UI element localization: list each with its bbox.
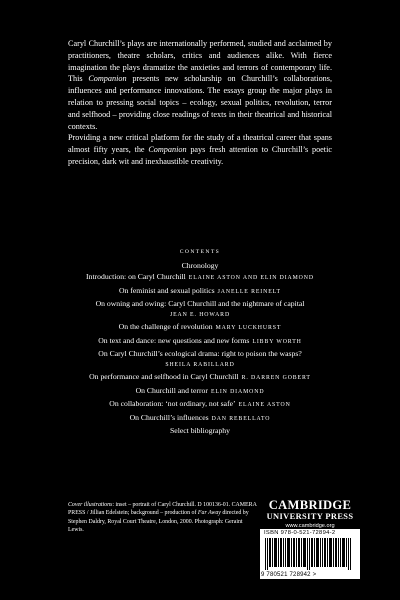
credits-play-title: Far Away (197, 510, 221, 517)
entry-author: MARY LUCKHURST (215, 325, 282, 331)
entry-title: On collaboration: ‘not ordinary, not safe’ (109, 399, 236, 408)
contents-entry (40, 335, 360, 349)
entry-author: JEAN E. HOWARD (169, 311, 231, 318)
blurb-paragraph-2: Providing a new critical platform for the study of a theatrical career that spans almost fifty years, the Companion pays fresh attention to Churchill’s poetic precision, dark wit and inexhaustible creativity. (68, 133, 332, 166)
entry-author: R. DARREN GOBERT (241, 375, 311, 381)
contents-entry (40, 385, 360, 399)
contents-entry (40, 260, 360, 272)
contents-entry (40, 321, 360, 335)
entry-author: SHEILA RABILLARD (165, 361, 235, 368)
entry-title: On feminist and sexual politics (118, 285, 215, 295)
contents-entry (40, 298, 360, 321)
entry-title: Chronology (181, 260, 219, 270)
barcode-icon (265, 538, 355, 570)
entry-title: On Churchill’s influences (129, 412, 209, 422)
publisher-url: www.cambridge.org (285, 523, 335, 529)
entry-title: On text and dance: new questions and new forms (98, 335, 250, 345)
isbn-barcode (260, 529, 360, 579)
contents-entry (40, 271, 360, 285)
contents-entry (40, 398, 360, 412)
back-cover-blurb (68, 38, 332, 168)
entry-title: Introduction: on Caryl Churchill (86, 272, 186, 281)
entry-title: On the challenge of revolution (118, 322, 213, 331)
entry-title: Select bibliography (170, 426, 230, 435)
publisher-logo (260, 499, 360, 530)
entry-title: On Churchill and terror (135, 385, 208, 395)
entry-title: On Caryl Churchill’s ecological drama: right to poison the wasps? (98, 349, 302, 358)
entry-author: ELIN DIAMOND (210, 388, 265, 395)
entry-author: ELAINE ASTON AND ELIN DIAMOND (188, 275, 314, 281)
contents-heading: CONTENTS (179, 249, 221, 255)
contents-entry (40, 348, 360, 371)
isbn-label: ISBN 978-0-521-72894-2 (264, 530, 336, 536)
entry-author: DAN REBELLATO (211, 415, 271, 422)
entry-title: On performance and selfhood in Caryl Churchill (89, 372, 239, 381)
contents-entry (40, 285, 360, 299)
contents-entry (40, 412, 360, 426)
entry-author: ELAINE ASTON (238, 402, 291, 408)
publisher-name: CAMBRIDGE (268, 498, 352, 512)
blurb-paragraph-1: Caryl Churchill’s plays are internationally performed, studied and acclaimed by practitioners, theatre scholars, critics and audiences alike. With fierce imagination the plays dramatize the anxieties and terrors of contemporary life. This Companion presents new scholarship on Churchill’s collaborations, influences and performance innovations. The essays group the major plays in relation to pressing social topics – ecology, sexual politics, revolution, terror and selfhood – providing close readings of texts in their theatrical and historical contexts. (68, 39, 333, 131)
cover-credits: Cover illustrations: inset – portrait of Caryl Churchill. D 100136-01. CAMERA PRESS / Jillian Edelstein; background – production of Far Away directed by Stephen Daldry, Royal Court Theatre, London, 2000. Photograph: Geraint Lewis. (68, 502, 257, 534)
contents-entry (40, 425, 360, 437)
credits-label: Cover illustrations (68, 502, 113, 508)
entry-author: JANELLE REINELT (217, 288, 281, 295)
barcode-digits: 9 780521 728942 > (261, 572, 317, 578)
contents-entry (40, 371, 360, 385)
publisher-subname: UNIVERSITY PRESS (266, 512, 354, 521)
contents-list (40, 247, 360, 437)
entry-title: On owning and owing: Caryl Churchill and the nightmare of capital (95, 299, 305, 308)
entry-author: LIBBY WORTH (252, 338, 302, 345)
